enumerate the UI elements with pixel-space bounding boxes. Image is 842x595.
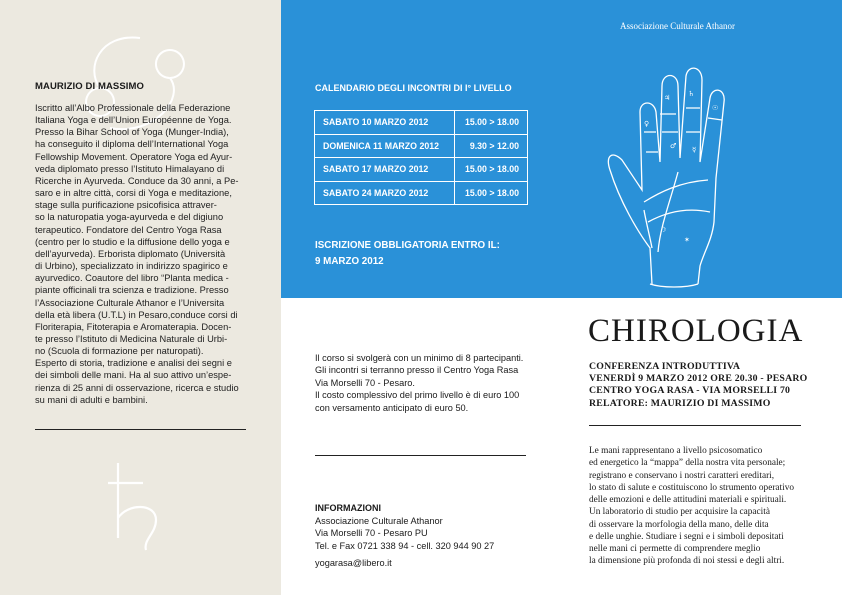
saturn-symbol-icon: [108, 458, 168, 553]
svg-text:☉: ☉: [712, 104, 719, 112]
table-row: [315, 181, 528, 205]
bio-line: Fellowship Movement. Operatore Yoga ed Ayur-: [35, 151, 233, 162]
bio-line: saro e in altre città, corsi di Yoga e meditazione,: [35, 188, 232, 199]
conference-line: RELATORE: MAURIZIO DI MASSIMO: [589, 397, 771, 409]
deadline-line: 9 MARZO 2012: [315, 256, 384, 267]
description-line: delle emozioni e delle attitudini materiali e spirituali.: [589, 495, 787, 505]
bio-line: l’Associazione Culturale Athanor e l’Universita: [35, 297, 225, 308]
session-date: SABATO 24 MARZO 2012: [315, 181, 455, 205]
table-row: [315, 134, 528, 158]
course-line: Il corso si svolgerà con un minimo di 8 partecipanti.: [315, 353, 524, 363]
description-line: e delle unghie. Studiare i segni e i simboli depositati: [589, 531, 784, 542]
bio-line: di Urbino), specializzato in indirizzo spagirico e: [35, 261, 228, 272]
bio-line: dell’ayurveda). Erborista diplomato (Università: [35, 248, 226, 259]
description-line: Un laboratorio di studio per acquisire la capacità: [589, 507, 770, 518]
bio-line: ha conseguito il diploma dell’International Yoga: [35, 139, 229, 150]
speaker-name: MAURIZIO DI MASSIMO: [35, 81, 145, 92]
calendar-title: CALENDARIO DEGLI INCONTRI DI I° LIVELLO: [315, 83, 512, 93]
description-line: lo stato di salute e costituiscono lo strumento operativo: [589, 482, 795, 493]
deadline-line: ISCRIZIONE OBBLIGATORIA ENTRO IL:: [315, 240, 500, 251]
bio-line: Floriterapia, Fitoterapia e Aromaterapia. Docen-: [35, 321, 232, 332]
description-line: Le mani rappresentano a livello psicosomatico: [589, 446, 763, 456]
bio-line: stage sulla purificazione psicofisica attraver-: [35, 200, 217, 211]
session-date: SABATO 10 MARZO 2012: [315, 111, 455, 135]
left-panel: [0, 0, 281, 595]
session-time: 15.00 > 18.00: [455, 111, 528, 135]
conference-line: CENTRO YOGA RASA - VIA MORSELLI 70: [589, 385, 791, 397]
course-info: [315, 352, 555, 414]
svg-text:☿: ☿: [692, 146, 697, 154]
session-time: 9.30 > 12.00: [455, 134, 528, 158]
divider: [35, 429, 246, 430]
svg-text:♂: ♂: [670, 142, 677, 150]
course-line: Il costo complessivo del primo livello è di euro 100: [315, 390, 520, 401]
conference-line: VENERDÌ 9 MARZO 2012 ORE 20.30 - PESARO: [589, 373, 808, 385]
svg-text:♀: ♀: [644, 120, 650, 128]
table-row: [315, 158, 528, 182]
bio-line: della età libera (U.T.L) in Pesaro,conduce corsi di: [35, 309, 238, 320]
bio-line: su mani di adulti e bambini.: [35, 394, 148, 405]
svg-text:♄: ♄: [688, 90, 695, 98]
info-email: yogarasa@libero.it: [315, 558, 392, 569]
session-date: DOMENICA 11 MARZO 2012: [315, 134, 455, 158]
info-line: Associazione Culturale Athanor: [315, 516, 443, 526]
info-line: Via Morselli 70 - Pesaro PU: [315, 528, 428, 539]
svg-text:✶: ✶: [684, 236, 690, 244]
divider: [315, 455, 526, 456]
svg-text:☽: ☽: [660, 226, 667, 234]
info-line: Tel. e Fax 0721 338 94 - cell. 320 944 90 27: [315, 540, 495, 551]
speaker-bio: [35, 102, 267, 406]
bio-line: Esperto di storia, tradizione e analisi dei segni e: [35, 358, 232, 369]
bio-line: rienza di 25 anni di osservazione, ricerca e studio: [35, 382, 239, 393]
bio-line: terapeutico. Fondatore del Centro Yoga Rasa: [35, 224, 222, 235]
palmistry-hand-icon: [600, 52, 760, 292]
session-date: SABATO 17 MARZO 2012: [315, 158, 455, 182]
description-line: nelle mani ci permette di comprendere meglio: [589, 544, 761, 554]
conference-line: CONFERENZA INTRODUTTIVA: [589, 361, 741, 372]
calendar-table: [314, 110, 528, 205]
bio-line: Iscritto all’Albo Professionale della Federazione: [35, 103, 231, 113]
description: [589, 445, 834, 568]
bio-line: Italiana Yoga e dell’Union Européenne de Yoga.: [35, 115, 232, 126]
association-name: Associazione Culturale Athanor: [620, 21, 735, 31]
description-line: ed energetico la “mappa” della nostra vita personale;: [589, 458, 786, 469]
registration-deadline: [315, 238, 555, 270]
table-row: [315, 111, 528, 135]
svg-text:♃: ♃: [664, 94, 671, 102]
description-line: di osservare la morfologia della mano, delle dita: [589, 519, 769, 530]
bio-line: so la naturopatia yoga-ayurveda e del digiuno: [35, 212, 224, 223]
bio-line: piante officinali tra scienza e tradizione. Presso: [35, 285, 229, 296]
divider: [589, 425, 801, 426]
bio-line: veda diplomato presso l’Istituto Himalayano di: [35, 163, 225, 174]
course-line: Via Morselli 70 - Pesaro.: [315, 377, 415, 388]
bio-line: dei simboli delle mani. Ha al suo attivo un’espe-: [35, 370, 232, 381]
course-line: Gli incontri si terranno presso il Centro Yoga Rasa: [315, 365, 519, 376]
description-line: la dimensione più profonda di noi stessi e degli altri.: [589, 556, 785, 567]
session-time: 15.00 > 18.00: [455, 158, 528, 182]
description-line: registrano e conservano i nostri caratteri ereditari,: [589, 470, 775, 481]
info-title: INFORMAZIONI: [315, 503, 381, 513]
info-contacts: [315, 515, 555, 570]
page-title: CHIROLOGIA: [588, 313, 804, 349]
bio-line: Presso la Bihar School of Yoga (Munger-India),: [35, 127, 229, 138]
bio-line: Ricerche in Ayurveda. Conduce da 30 anni, a Pe-: [35, 175, 239, 186]
bio-line: no (Scuola di formazione per naturopati).: [35, 346, 204, 357]
session-time: 15.00 > 18.00: [455, 181, 528, 205]
course-line: con versamento anticipato di euro 50.: [315, 402, 469, 413]
bio-line: (centro per lo studio e la diffusione dello yoga e: [35, 236, 230, 247]
bio-line: te presso l’Istituto di Medicina Naturale di Urbi-: [35, 333, 228, 344]
conference-details: [589, 361, 834, 410]
bio-line: ayurvedico. Coautore del libro “Planta medica -: [35, 273, 229, 284]
